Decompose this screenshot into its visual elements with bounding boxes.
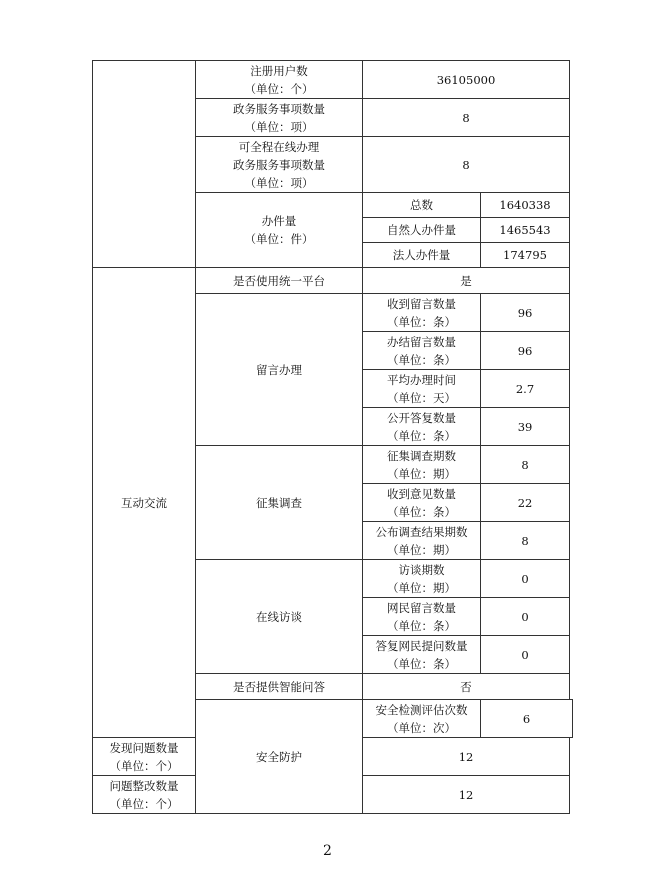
- interview-item-value: 0: [481, 560, 570, 598]
- transactions-legal-value: 174795: [481, 243, 570, 268]
- security-item-value: 6: [481, 700, 573, 738]
- messages-label: 留言办理: [196, 294, 363, 446]
- statistics-table-container: [92, 60, 573, 814]
- messages-item-value: 2.7: [481, 370, 570, 408]
- transactions-total-value: 1640338: [481, 193, 570, 218]
- page-number: 2: [323, 843, 332, 859]
- survey-label: 征集调查: [196, 446, 363, 560]
- unified-platform-value: 是: [363, 268, 570, 294]
- row-registered-users: [93, 61, 573, 99]
- transactions-total-label: 总数: [363, 193, 481, 218]
- full-online-items-value: 8: [363, 137, 570, 193]
- security-item-label: 问题整改数量 （单位：个）: [93, 776, 196, 814]
- statistics-table: [92, 60, 573, 814]
- section-security-label: 安全防护: [196, 700, 363, 814]
- interview-item-label: 访谈期数 （单位：期）: [363, 560, 481, 598]
- transactions-natural-value: 1465543: [481, 218, 570, 243]
- messages-item-label: 平均办理时间 （单位：天）: [363, 370, 481, 408]
- interview-item-value: 0: [481, 636, 570, 674]
- smart-qa-value: 否: [363, 674, 570, 700]
- service-items-label: 政务服务事项数量 （单位：项）: [196, 99, 363, 137]
- service-items-value: 8: [363, 99, 570, 137]
- survey-item-label: 公布调查结果期数 （单位：期）: [363, 522, 481, 560]
- messages-item-label: 收到留言数量 （单位：条）: [363, 294, 481, 332]
- interview-label: 在线访谈: [196, 560, 363, 674]
- messages-item-label: 公开答复数量 （单位：条）: [363, 408, 481, 446]
- transactions-natural-label: 自然人办件量: [363, 218, 481, 243]
- messages-item-value: 96: [481, 294, 570, 332]
- interview-item-value: 0: [481, 598, 570, 636]
- messages-item-value: 39: [481, 408, 570, 446]
- transactions-legal-label: 法人办件量: [363, 243, 481, 268]
- security-item-label: 安全检测评估次数 （单位：次）: [363, 700, 481, 738]
- security-item-label: 发现问题数量 （单位：个）: [93, 738, 196, 776]
- interview-item-label: 网民留言数量 （单位：条）: [363, 598, 481, 636]
- registered-users-value: 36105000: [363, 61, 570, 99]
- transactions-label: 办件量 （单位：件）: [196, 193, 363, 268]
- interview-item-label: 答复网民提问数量 （单位：条）: [363, 636, 481, 674]
- row-unified-platform: [93, 268, 573, 294]
- survey-item-label: 收到意见数量 （单位：条）: [363, 484, 481, 522]
- messages-item-value: 96: [481, 332, 570, 370]
- survey-item-label: 征集调查期数 （单位：期）: [363, 446, 481, 484]
- survey-item-value: 8: [481, 446, 570, 484]
- registered-users-label: 注册用户数 （单位：个）: [196, 61, 363, 99]
- smart-qa-label: 是否提供智能问答: [196, 674, 363, 700]
- unified-platform-label: 是否使用统一平台: [196, 268, 363, 294]
- survey-item-value: 8: [481, 522, 570, 560]
- survey-item-value: 22: [481, 484, 570, 522]
- security-item-value: 12: [363, 738, 570, 776]
- security-item-value: 12: [363, 776, 570, 814]
- full-online-items-label: 可全程在线办理 政务服务事项数量 （单位：项）: [196, 137, 363, 193]
- messages-item-label: 办结留言数量 （单位：条）: [363, 332, 481, 370]
- section-service-cell: [93, 61, 196, 268]
- section-interaction-label: 互动交流: [93, 268, 196, 738]
